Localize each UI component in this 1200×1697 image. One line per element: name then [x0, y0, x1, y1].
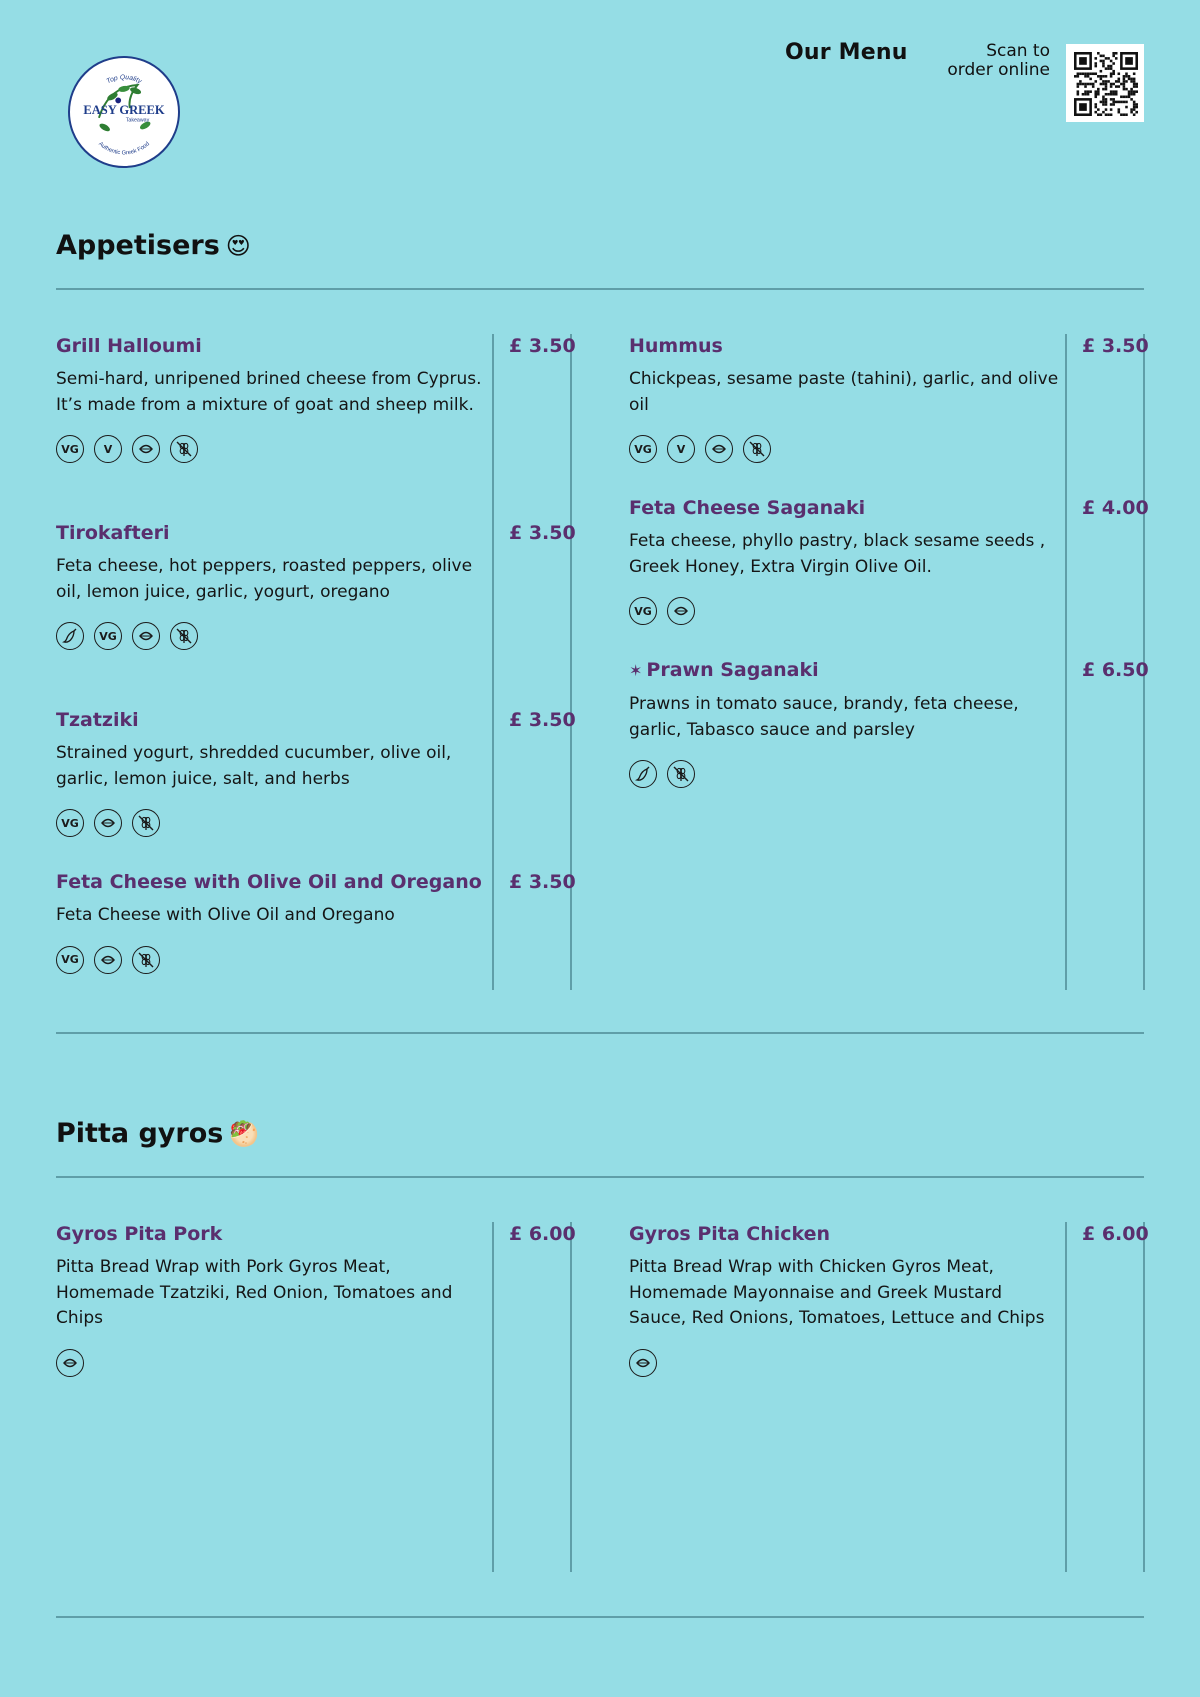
- gluten-free-icon: [170, 435, 198, 463]
- vegetarian-icon: VG: [56, 435, 84, 463]
- item-price: £ 6.00: [509, 1223, 576, 1245]
- section-pitta-gyros: [56, 1118, 1149, 1638]
- item-description: Prawns in tomato sauce, brandy, feta cheese, garlic, Tabasco sauce and parsley: [629, 694, 1019, 740]
- pita-emoji: 🥙: [229, 1120, 260, 1148]
- section-divider: [56, 288, 1144, 290]
- svg-text:Authentic Greek Food: [97, 141, 151, 156]
- section-appetisers: [56, 230, 1149, 1030]
- vegan-icon: V: [667, 435, 695, 463]
- logo-sub: Takeaway: [125, 117, 150, 124]
- item-name: Gyros Pita Pork: [56, 1223, 223, 1245]
- menu-item-tzatziki[interactable]: [56, 708, 491, 837]
- menu-column-left: [56, 334, 629, 990]
- chili-pepper-icon: [629, 760, 657, 788]
- item-price: £ 3.50: [509, 335, 576, 357]
- item-price: £ 3.50: [509, 709, 576, 731]
- dietary-badges: [629, 1349, 1064, 1377]
- item-name: Feta Cheese Saganaki: [629, 497, 866, 519]
- dietary-badges: [629, 760, 1064, 788]
- dietary-badges: [56, 435, 491, 463]
- dietary-badges: [56, 946, 491, 974]
- leaf-icon: [132, 622, 160, 650]
- vegetarian-icon: VG: [629, 435, 657, 463]
- section-divider: [56, 1032, 1144, 1034]
- item-description: Strained yogurt, shredded cucumber, olive oil, garlic, lemon juice, salt, and herbs: [56, 743, 452, 789]
- gluten-free-icon: [132, 809, 160, 837]
- logo-bottom-text: Authentic Greek Food: [97, 141, 151, 157]
- item-price: £ 6.50: [1082, 659, 1149, 681]
- item-name: ✶ Prawn Saganaki: [629, 659, 819, 681]
- menu-column-left: [56, 1222, 629, 1572]
- leaf-icon: [132, 435, 160, 463]
- scan-to-order-text: Scan to order online: [947, 41, 1050, 80]
- menu-item-hummus[interactable]: [629, 334, 1064, 463]
- menu-item-gyros-pita-chicken[interactable]: [629, 1222, 1064, 1377]
- item-name: Feta Cheese with Olive Oil and Oregano: [56, 871, 482, 893]
- dietary-badges: [56, 809, 491, 837]
- svg-text:Top Quality: [105, 74, 143, 85]
- menu-item-grill-halloumi[interactable]: [56, 334, 491, 463]
- vegan-icon: V: [94, 435, 122, 463]
- menu-item-feta-cheese-saganaki[interactable]: [629, 496, 1064, 625]
- vegetarian-icon: VG: [56, 946, 84, 974]
- brand-logo: [68, 56, 180, 168]
- page-title: Our Menu: [785, 40, 908, 65]
- leaf-icon: [94, 946, 122, 974]
- qr-code[interactable]: [1066, 44, 1144, 122]
- logo-brand: EASY GREEK: [83, 102, 165, 117]
- menu-column-right: [629, 334, 1200, 990]
- leaf-icon: [705, 435, 733, 463]
- item-description: Feta cheese, phyllo pastry, black sesame seeds , Greek Honey, Extra Virgin Olive Oil.: [629, 531, 1046, 577]
- leaf-icon: [629, 1349, 657, 1377]
- logo-top-text: Top Quality: [105, 74, 143, 86]
- item-price: £ 4.00: [1082, 497, 1149, 519]
- section-divider: [56, 1616, 1144, 1618]
- chili-pepper-icon: [56, 622, 84, 650]
- item-name: Grill Halloumi: [56, 335, 202, 357]
- item-price: £ 3.50: [1082, 335, 1149, 357]
- leaf-icon: [667, 597, 695, 625]
- item-description: Chickpeas, sesame paste (tahini), garlic, and olive oil: [629, 369, 1059, 415]
- item-description: Pitta Bread Wrap with Pork Gyros Meat, Homemade Tzatziki, Red Onion, Tomatoes and Chips: [56, 1257, 453, 1328]
- item-name: Hummus: [629, 335, 723, 357]
- item-name: Tzatziki: [56, 709, 139, 731]
- item-price: £ 6.00: [1082, 1223, 1149, 1245]
- menu-item-gyros-pita-pork[interactable]: [56, 1222, 491, 1377]
- item-description: Feta Cheese with Olive Oil and Oregano: [56, 905, 395, 925]
- section-title: Appetisers 😍: [56, 230, 251, 261]
- leaf-icon: [56, 1349, 84, 1377]
- dietary-badges: [56, 622, 491, 650]
- item-description: Semi-hard, unripened brined cheese from Cyprus. It’s made from a mixture of goat and sheep milk.: [56, 369, 482, 415]
- gluten-free-icon: [132, 946, 160, 974]
- vegetarian-icon: VG: [56, 809, 84, 837]
- item-name: Gyros Pita Chicken: [629, 1223, 831, 1245]
- dietary-badges: [629, 597, 1064, 625]
- heart-eyes-emoji: 😍: [225, 232, 251, 260]
- item-description: Feta cheese, hot peppers, roasted peppers, olive oil, lemon juice, garlic, yogurt, oregano: [56, 556, 473, 602]
- vegetarian-icon: VG: [94, 622, 122, 650]
- item-price: £ 3.50: [509, 522, 576, 544]
- gluten-free-icon: [667, 760, 695, 788]
- vegetarian-icon: VG: [629, 597, 657, 625]
- gluten-free-icon: [170, 622, 198, 650]
- star-icon: ✶: [629, 661, 643, 680]
- menu-item-feta-cheese-with-olive-oil-and-oregano[interactable]: [56, 870, 491, 974]
- section-title: Pitta gyros 🥙: [56, 1118, 260, 1149]
- section-divider: [56, 1176, 1144, 1178]
- menu-item-prawn-saganaki[interactable]: [629, 658, 1064, 788]
- gluten-free-icon: [743, 435, 771, 463]
- item-name: Tirokafteri: [56, 522, 170, 544]
- menu-item-tirokafteri[interactable]: [56, 521, 491, 650]
- leaf-icon: [94, 809, 122, 837]
- dietary-badges: [56, 1349, 491, 1377]
- item-price: £ 3.50: [509, 871, 576, 893]
- dietary-badges: [629, 435, 1064, 463]
- menu-column-right: [629, 1222, 1200, 1572]
- item-description: Pitta Bread Wrap with Chicken Gyros Meat, Homemade Mayonnaise and Greek Mustard Sauce, Red Onions, Tomatoes, Lettuce and Chips: [629, 1257, 1045, 1328]
